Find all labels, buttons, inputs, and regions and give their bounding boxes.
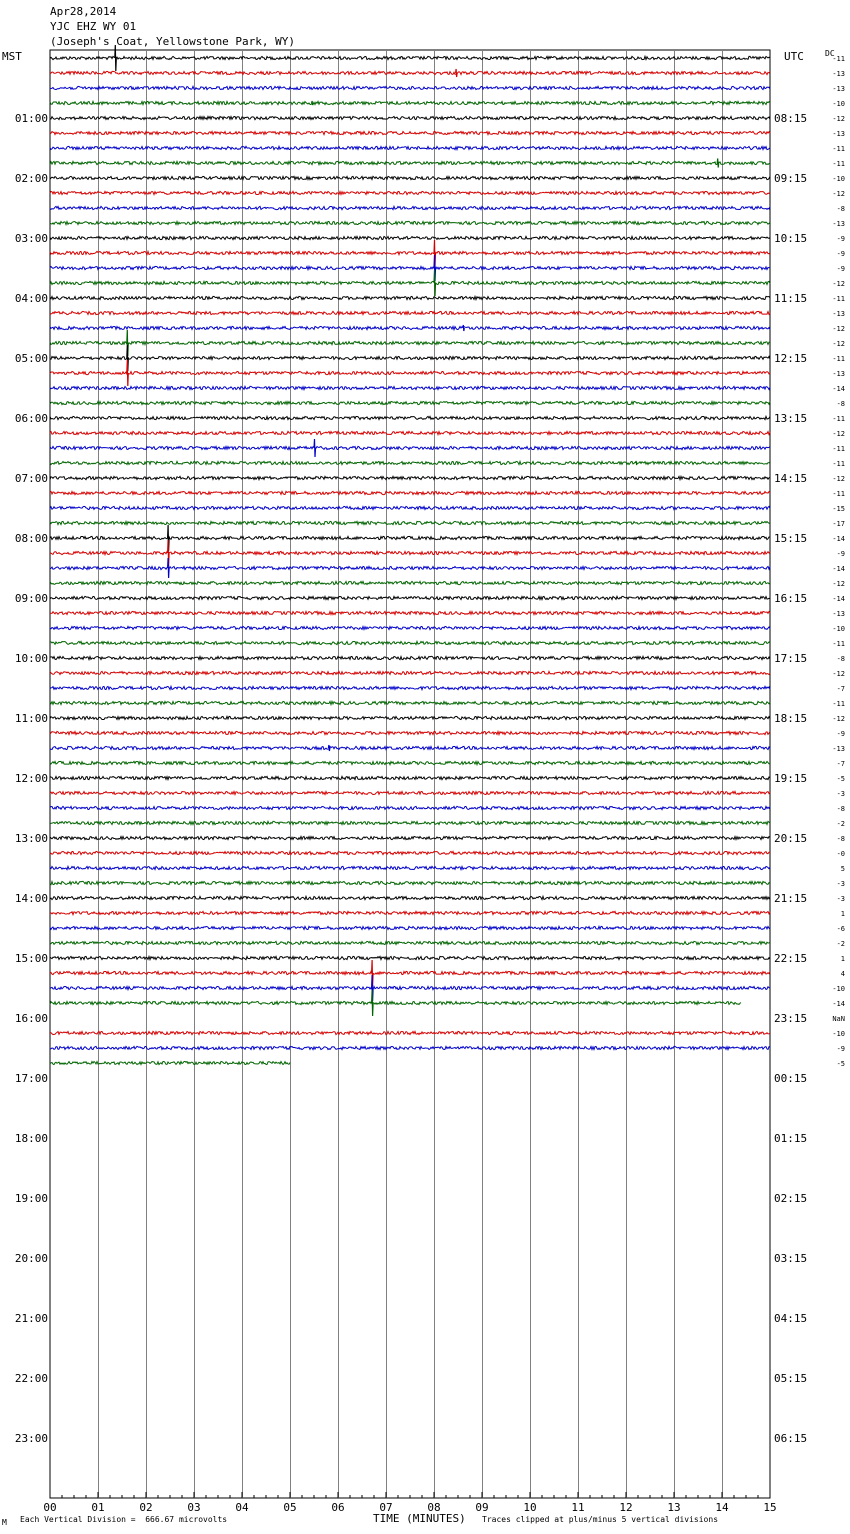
trace-line: [50, 326, 770, 329]
right-timezone-label: UTC: [784, 50, 804, 63]
trace-line: [50, 566, 770, 569]
mst-hour-label: 17:00: [14, 1072, 48, 1085]
dc-offset-value: -3: [836, 895, 845, 903]
trace-line: [50, 281, 770, 284]
dc-offset-value: -15: [832, 505, 845, 513]
dc-offset-value: -9: [836, 730, 845, 738]
trace-line: [50, 896, 770, 899]
x-tick-label: 07: [379, 1501, 393, 1514]
scale-note: Each Vertical Division = 666.67 microvolts: [20, 1515, 228, 1524]
trace-line: [50, 341, 770, 344]
dc-offset-value: -11: [832, 145, 845, 153]
chart-location: (Joseph's Coat, Yellowstone Park, WY): [50, 35, 296, 48]
x-tick-label: 13: [667, 1501, 681, 1514]
dc-offset-value: -8: [836, 205, 845, 213]
trace-line: [50, 836, 770, 839]
dc-offset-value: -8: [836, 805, 845, 813]
utc-hour-label: 16:15: [774, 592, 808, 605]
dc-offset-value: -12: [832, 280, 845, 288]
trace-line: [50, 731, 770, 734]
x-tick-label: 10: [523, 1501, 537, 1514]
event-spike: [115, 45, 117, 71]
trace-line: [50, 656, 770, 659]
trace-line: [50, 746, 770, 749]
trace-line: [50, 446, 770, 449]
trace-line: [50, 536, 770, 539]
left-timezone-label: MST: [2, 50, 22, 63]
trace-line: [50, 551, 770, 554]
trace-line: [50, 686, 770, 689]
mst-hour-label: 21:00: [14, 1312, 48, 1325]
dc-offset-value: 5: [840, 865, 845, 873]
trace-line: [50, 461, 770, 464]
dc-offset-value: -11: [832, 490, 845, 498]
trace-line: [50, 611, 770, 614]
trace-line: [50, 761, 770, 764]
trace-line: [50, 266, 770, 269]
trace-line: [50, 1046, 770, 1049]
mst-hour-label: 18:00: [14, 1132, 48, 1145]
mst-hour-label: 23:00: [14, 1432, 48, 1445]
trace-line: [50, 401, 770, 404]
dc-offset-value: -14: [832, 535, 845, 543]
dc-offset-value: -9: [836, 1045, 845, 1053]
trace-line: [50, 371, 770, 374]
dc-offset-value: -14: [832, 1000, 845, 1008]
dc-offset-value: -9: [836, 235, 845, 243]
trace-line: [50, 236, 770, 239]
mst-hour-label: 12:00: [14, 772, 48, 785]
dc-offset-value: -3: [836, 790, 845, 798]
x-tick-label: 08: [427, 1501, 441, 1514]
dc-offset-value: -5: [836, 775, 845, 783]
mst-hour-label: 13:00: [14, 832, 48, 845]
utc-hour-label: 22:15: [774, 952, 808, 965]
dc-offset-value: -12: [832, 715, 845, 723]
trace-line: [50, 596, 770, 599]
dc-offset-value: 1: [840, 910, 845, 918]
mst-hour-label: 07:00: [14, 472, 48, 485]
trace-line: [50, 911, 770, 914]
trace-line: [50, 776, 770, 779]
dc-offset-value: -11: [832, 55, 845, 63]
utc-hour-label: 05:15: [774, 1372, 808, 1385]
mst-hour-label: 15:00: [14, 952, 48, 965]
mst-hour-label: 01:00: [14, 112, 48, 125]
x-tick-label: 06: [331, 1501, 345, 1514]
dc-offset-value: -13: [832, 85, 845, 93]
mst-hour-label: 03:00: [14, 232, 48, 245]
dc-offset-value: -17: [832, 520, 845, 528]
event-spike: [314, 439, 316, 457]
x-tick-label: 01: [91, 1501, 105, 1514]
trace-line: [50, 176, 770, 179]
trace-line: [50, 71, 770, 74]
trace-line: [50, 386, 770, 389]
trace-line: [50, 1031, 770, 1034]
utc-hour-label: 18:15: [774, 712, 808, 725]
dc-offset-value: -11: [832, 700, 845, 708]
dc-offset-value: -11: [832, 160, 845, 168]
dc-offset-value: -12: [832, 190, 845, 198]
utc-hour-label: 08:15: [774, 112, 808, 125]
trace-line: [50, 311, 770, 314]
mst-hour-label: 02:00: [14, 172, 48, 185]
corner-mark: M: [2, 1518, 7, 1527]
event-spike: [463, 325, 465, 331]
dc-offset-value: -14: [832, 595, 845, 603]
trace-line: [50, 116, 770, 119]
dc-offset-value: -12: [832, 340, 845, 348]
dc-offset-value: -10: [832, 625, 845, 633]
dc-offset-value: -11: [832, 460, 845, 468]
dc-offset-value: -12: [832, 325, 845, 333]
trace-line: [50, 101, 770, 104]
chart-date: Apr28,2014: [50, 5, 117, 18]
chart-station: YJC EHZ WY 01: [50, 20, 137, 33]
utc-hour-label: 13:15: [774, 412, 808, 425]
trace-line: [50, 221, 770, 224]
x-tick-label: 15: [763, 1501, 777, 1514]
dc-offset-value: -13: [832, 610, 845, 618]
trace-line: [50, 866, 770, 869]
dc-offset-value: -13: [832, 310, 845, 318]
mst-hour-label: 22:00: [14, 1372, 48, 1385]
event-spike: [636, 461, 638, 465]
dc-offset-value: -8: [836, 400, 845, 408]
dc-offset-value: -9: [836, 550, 845, 558]
dc-offset-value: -9: [836, 250, 845, 258]
utc-hour-label: 14:15: [774, 472, 808, 485]
x-tick-label: 03: [187, 1501, 201, 1514]
dc-offset-value: -13: [832, 70, 845, 78]
utc-hour-label: 03:15: [774, 1252, 808, 1265]
dc-offset-value: -12: [832, 115, 845, 123]
utc-hour-label: 23:15: [774, 1012, 808, 1025]
dc-offset-value: NaN: [832, 1015, 845, 1023]
dc-offset-value: -14: [832, 385, 845, 393]
utc-hour-label: 19:15: [774, 772, 808, 785]
mst-hour-label: 16:00: [14, 1012, 48, 1025]
trace-line: [50, 476, 770, 479]
dc-offset-value: -11: [832, 640, 845, 648]
dc-offset-value: -12: [832, 475, 845, 483]
dc-offset-value: -3: [836, 880, 845, 888]
x-tick-label: 02: [139, 1501, 153, 1514]
trace-line: [50, 671, 770, 674]
dc-offset-value: -12: [832, 580, 845, 588]
utc-hour-label: 09:15: [774, 172, 808, 185]
mst-hour-label: 05:00: [14, 352, 48, 365]
trace-line: [50, 806, 770, 809]
mst-hour-label: 20:00: [14, 1252, 48, 1265]
dc-offset-value: -10: [832, 985, 845, 993]
mst-hour-label: 10:00: [14, 652, 48, 665]
event-spike: [328, 745, 330, 751]
trace-line: [50, 521, 770, 524]
x-tick-label: 14: [715, 1501, 729, 1514]
trace-line: [50, 986, 770, 989]
trace-line: [50, 641, 770, 644]
mst-hour-label: 09:00: [14, 592, 48, 605]
trace-line: [50, 146, 770, 149]
trace-line: [50, 821, 770, 824]
x-tick-label: 11: [571, 1501, 585, 1514]
utc-hour-label: 00:15: [774, 1072, 808, 1085]
x-tick-label: 00: [43, 1501, 57, 1514]
trace-line: [50, 581, 770, 584]
trace-line: [50, 491, 770, 494]
trace-line: [50, 506, 770, 509]
trace-line: [50, 941, 770, 944]
utc-hour-label: 15:15: [774, 532, 808, 545]
event-spike: [717, 159, 719, 168]
trace-line: [50, 956, 770, 959]
trace-line: [50, 851, 770, 854]
dc-offset-value: -11: [832, 415, 845, 423]
trace-line: [50, 791, 770, 794]
utc-hour-label: 17:15: [774, 652, 808, 665]
dc-offset-value: -2: [836, 820, 845, 828]
utc-hour-label: 11:15: [774, 292, 808, 305]
trace-line: [50, 296, 770, 299]
clip-note: Traces clipped at plus/minus 5 vertical divisions: [482, 1515, 719, 1524]
trace-line: [50, 251, 770, 254]
dc-offset-value: -9: [836, 265, 845, 273]
dc-offset-value: -2: [836, 940, 845, 948]
utc-hour-label: 01:15: [774, 1132, 808, 1145]
dc-offset-value: -10: [832, 100, 845, 108]
trace-line: [50, 206, 770, 209]
x-tick-label: 12: [619, 1501, 633, 1514]
trace-line: [50, 1061, 290, 1064]
mst-hour-label: 19:00: [14, 1192, 48, 1205]
trace-line: [50, 626, 770, 629]
trace-line: [50, 971, 770, 974]
dc-offset-value: -11: [832, 295, 845, 303]
x-tick-label: 04: [235, 1501, 249, 1514]
dc-offset-value: -10: [832, 1030, 845, 1038]
dc-offset-value: -14: [832, 565, 845, 573]
dc-offset-value: -12: [832, 670, 845, 678]
event-spike: [312, 101, 314, 105]
utc-hour-label: 10:15: [774, 232, 808, 245]
trace-line: [50, 131, 770, 134]
dc-offset-value: -10: [832, 175, 845, 183]
dc-offset-value: -12: [832, 430, 845, 438]
dc-offset-value: -8: [836, 655, 845, 663]
trace-line: [50, 161, 770, 164]
trace-line: [50, 356, 770, 359]
mst-hour-label: 14:00: [14, 892, 48, 905]
trace-line: [50, 1001, 741, 1004]
trace-line: [50, 191, 770, 194]
trace-line: [50, 56, 770, 59]
dc-offset-value: -7: [836, 760, 845, 768]
trace-line: [50, 416, 770, 419]
x-tick-label: 09: [475, 1501, 489, 1514]
dc-offset-header: DC: [825, 49, 835, 58]
dc-offset-value: -13: [832, 130, 845, 138]
trace-line: [50, 86, 770, 89]
dc-offset-value: -5: [836, 1060, 845, 1068]
mst-hour-label: 04:00: [14, 292, 48, 305]
mst-hour-label: 11:00: [14, 712, 48, 725]
mst-hour-label: 08:00: [14, 532, 48, 545]
utc-hour-label: 04:15: [774, 1312, 808, 1325]
dc-offset-value: 4: [840, 970, 845, 978]
dc-offset-value: -0: [836, 850, 845, 858]
trace-line: [50, 431, 770, 434]
dc-offset-value: -6: [836, 925, 845, 933]
utc-hour-label: 06:15: [774, 1432, 808, 1445]
dc-offset-value: -13: [832, 745, 845, 753]
dc-offset-value: -13: [832, 370, 845, 378]
trace-line: [50, 926, 770, 929]
mst-hour-label: 06:00: [14, 412, 48, 425]
dc-offset-value: 1: [840, 955, 845, 963]
x-tick-label: 05: [283, 1501, 297, 1514]
trace-line: [50, 701, 770, 704]
utc-hour-label: 02:15: [774, 1192, 808, 1205]
dc-offset-value: -13: [832, 220, 845, 228]
x-axis-title: TIME (MINUTES): [373, 1512, 466, 1525]
dc-offset-value: -8: [836, 835, 845, 843]
trace-line: [50, 716, 770, 719]
event-spike: [456, 69, 458, 77]
utc-hour-label: 20:15: [774, 832, 808, 845]
dc-offset-value: -11: [832, 445, 845, 453]
dc-offset-value: -11: [832, 355, 845, 363]
trace-line: [50, 881, 770, 884]
utc-hour-label: 12:15: [774, 352, 808, 365]
utc-hour-label: 21:15: [774, 892, 808, 905]
dc-offset-value: -7: [836, 685, 845, 693]
